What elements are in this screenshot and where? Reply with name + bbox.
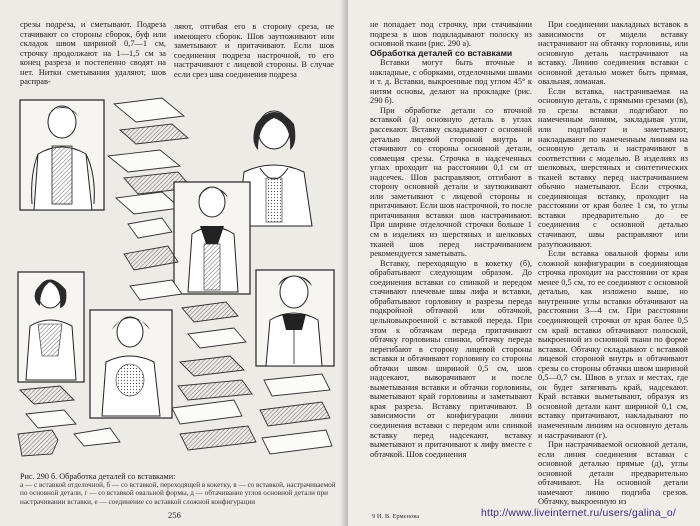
fashion-illustration: [12, 94, 340, 470]
left-page-column-1: [20, 20, 166, 92]
caption-title: Рис. 290 б. Обработка деталей со вставками:: [20, 472, 176, 481]
right-col1-para-1: Вставки могут быть вточные и накладные, с оборками, отделочными швами и т. д. Вставки, выкроенные под углом 45° к нитям основы, делают на прокладке (рис. 290 б).: [370, 58, 532, 106]
right-col2-para-3: Если вставка овальной формы или сложной конфигурации в соединяющая строчка проходит на расстоянии от края менее 0,5 см, то ее соединяют с основной деталью, как изложено выше, но внутренние углы вставки обтачивают на расстоянии 3—4 см. При расстоянии соединяющей строчки от края более 0,5 см край вставки обтачивают полоской, выкроенной из основной ткани по форме вставки. Обтачку складывают с вставкой лицевой стороной внутрь и обтачивают срезы со стороны обтачки швом шириной 0,5—0,7 см. Швов в углах и местах, где он будет затягивать край, надсекают. Край вставки выметывают, образуя из основной детали кант шириной 0,1 см, вставку притачивают, накладывают по намеченным линиям на основную деталь и настрачивают (г).: [538, 249, 688, 440]
watermark-url: http://www.liveinternet.ru/users/galina_o/: [481, 508, 676, 519]
page-number: 256: [168, 510, 181, 520]
right-col2-para-2: Если вставка, настрачиваемая на основную деталь, с прямыми срезами (в), то срезы вставки подгибают по намеченным линиям, закладывая угли, или подгибают и заметывают, накладывают по намеченным линиям на основную деталь и настрачивают в соответствии с моделью. В изделиях из шелковых, шерстяных и синтетических тканей вставку перед настрачиванием обычно наметывают. Если строчка, соединяющая вставку, проходит на расстоянии от края более 1 см, то углы вставки предварительно до ее соединения с основной деталью стачивают, швы расправляют или разутюживают.: [538, 86, 688, 249]
right-col1-para-3: Вставку, переходящую в кокетку (б), обрабатывают следующим образом. До соединения вставки со спинкой и передом стачивают плечевые швы лифа и вставки, обрабатывают горловину и разрезы переда подкройной обтачкой или обтачкой, цельновыкроенной с вставкой переда. При этом к обтачкам переда притачивают обтачку горловины спинки, обтачку переда перегибают в сторону лицевой стороны вставки и обтачивают горловину со стороны обтачки швом шириной 0,5 см, шов надсекают, выворачивают и после выметывания вставки и обтачки горловины, выметывают край горловины и заметывают края разреза. Вставку притачивают. В зависимости от конфигурации линии соединения вставки с передом или спинкой вставку перед надсекают, вставку выметывают и притачивают к лифу вместе с обтачкой. Шов соединения: [370, 258, 532, 459]
left-page-column-2: [174, 22, 334, 88]
panel-v: [18, 272, 84, 382]
right-page: [348, 0, 700, 526]
section-heading: Обработка деталей со вставками: [370, 47, 513, 58]
right-page-column-2: [538, 20, 688, 506]
panel-g: [90, 310, 172, 418]
figure-caption: [20, 473, 336, 506]
left-page: [0, 0, 346, 526]
right-col2-para-1: При соединении накладных вставок в зависимости от модели вставку настрачивают на обтачку горловины, или основную деталь настрачивают на вставку. Линию соединения вставки с основной деталью может быть прямая, овальная, ломаная.: [538, 20, 688, 87]
right-col2-para-4: При настрачиваемой основной детали, если линия соединения вставки с основной деталью прямые (д), углы основной детали предварительно обтачивают. На основной детали намечают линию подгиба срезов. Обтачку, выкроенную из: [538, 440, 688, 506]
caption-text: а — с вставкой отделочной, б — со вставкой, переходящей в кокетку, в — со вставкой, настрачиваемой по основной детали, г — со вставкой овальной формы, д — обтачивание углов основной детали при настрачивании вставки, е — соединение со вставкой сложной конфигурации: [20, 481, 336, 506]
panel-b: [174, 182, 250, 294]
figure-290b: [12, 94, 340, 470]
panel-right-middle: [256, 270, 334, 366]
right-page-column-1: [370, 20, 532, 510]
right-col1-para-2: При обработке детали со вточной вставкой (а) основную деталь в углах рассекают. Вставку складывают с основной деталью лицевой стороной внутрь и стачивают со стороны основной детали, совмещая срезы. Строчка в надсеченных углах проходит на расстоянии 0,1 см от надсечек. Шов расправляют, отгибают в сторону основной детали и заутюживают или заметывают с лицевой стороны и притачивают. Если шов настрочной, то после притачивания вставки шов настрачивают. При ширине отделочной строчки больше 1 см в изделиях из шерстяных и шелковых тканей шов перед настрачиванием рекомендуется заметывать.: [370, 105, 532, 259]
diagram-bottom-parts: [18, 374, 332, 456]
author-signature: 9 И. В. Ерменова: [372, 513, 420, 520]
left-col2-text: ляют, отгибая его в сторону среза, не имеющего сборок. Шов заутюживают или заметывают и притачивают. Если шов соединения подреза настрочной, то его настрачивают с лицевой стороны. В случае если срез шва соединения подреза: [174, 22, 334, 79]
left-col1-text: срезы подреза, и сметывают. Подреза стачивают со стороны сборок, буф или складок швом шириной 0,7—1 см, строчку продолжают на 1—1,5 см за конец разреза и постепенно сводят на нет. Нитки сметывания удаляют, шов расправ-: [20, 20, 166, 87]
right-col1-top: не попадает под строчку, при стачивании подреза в шов подкладывают полоску из основной ткани (рис. 290 а).: [370, 20, 532, 49]
panel-a: [20, 100, 104, 210]
